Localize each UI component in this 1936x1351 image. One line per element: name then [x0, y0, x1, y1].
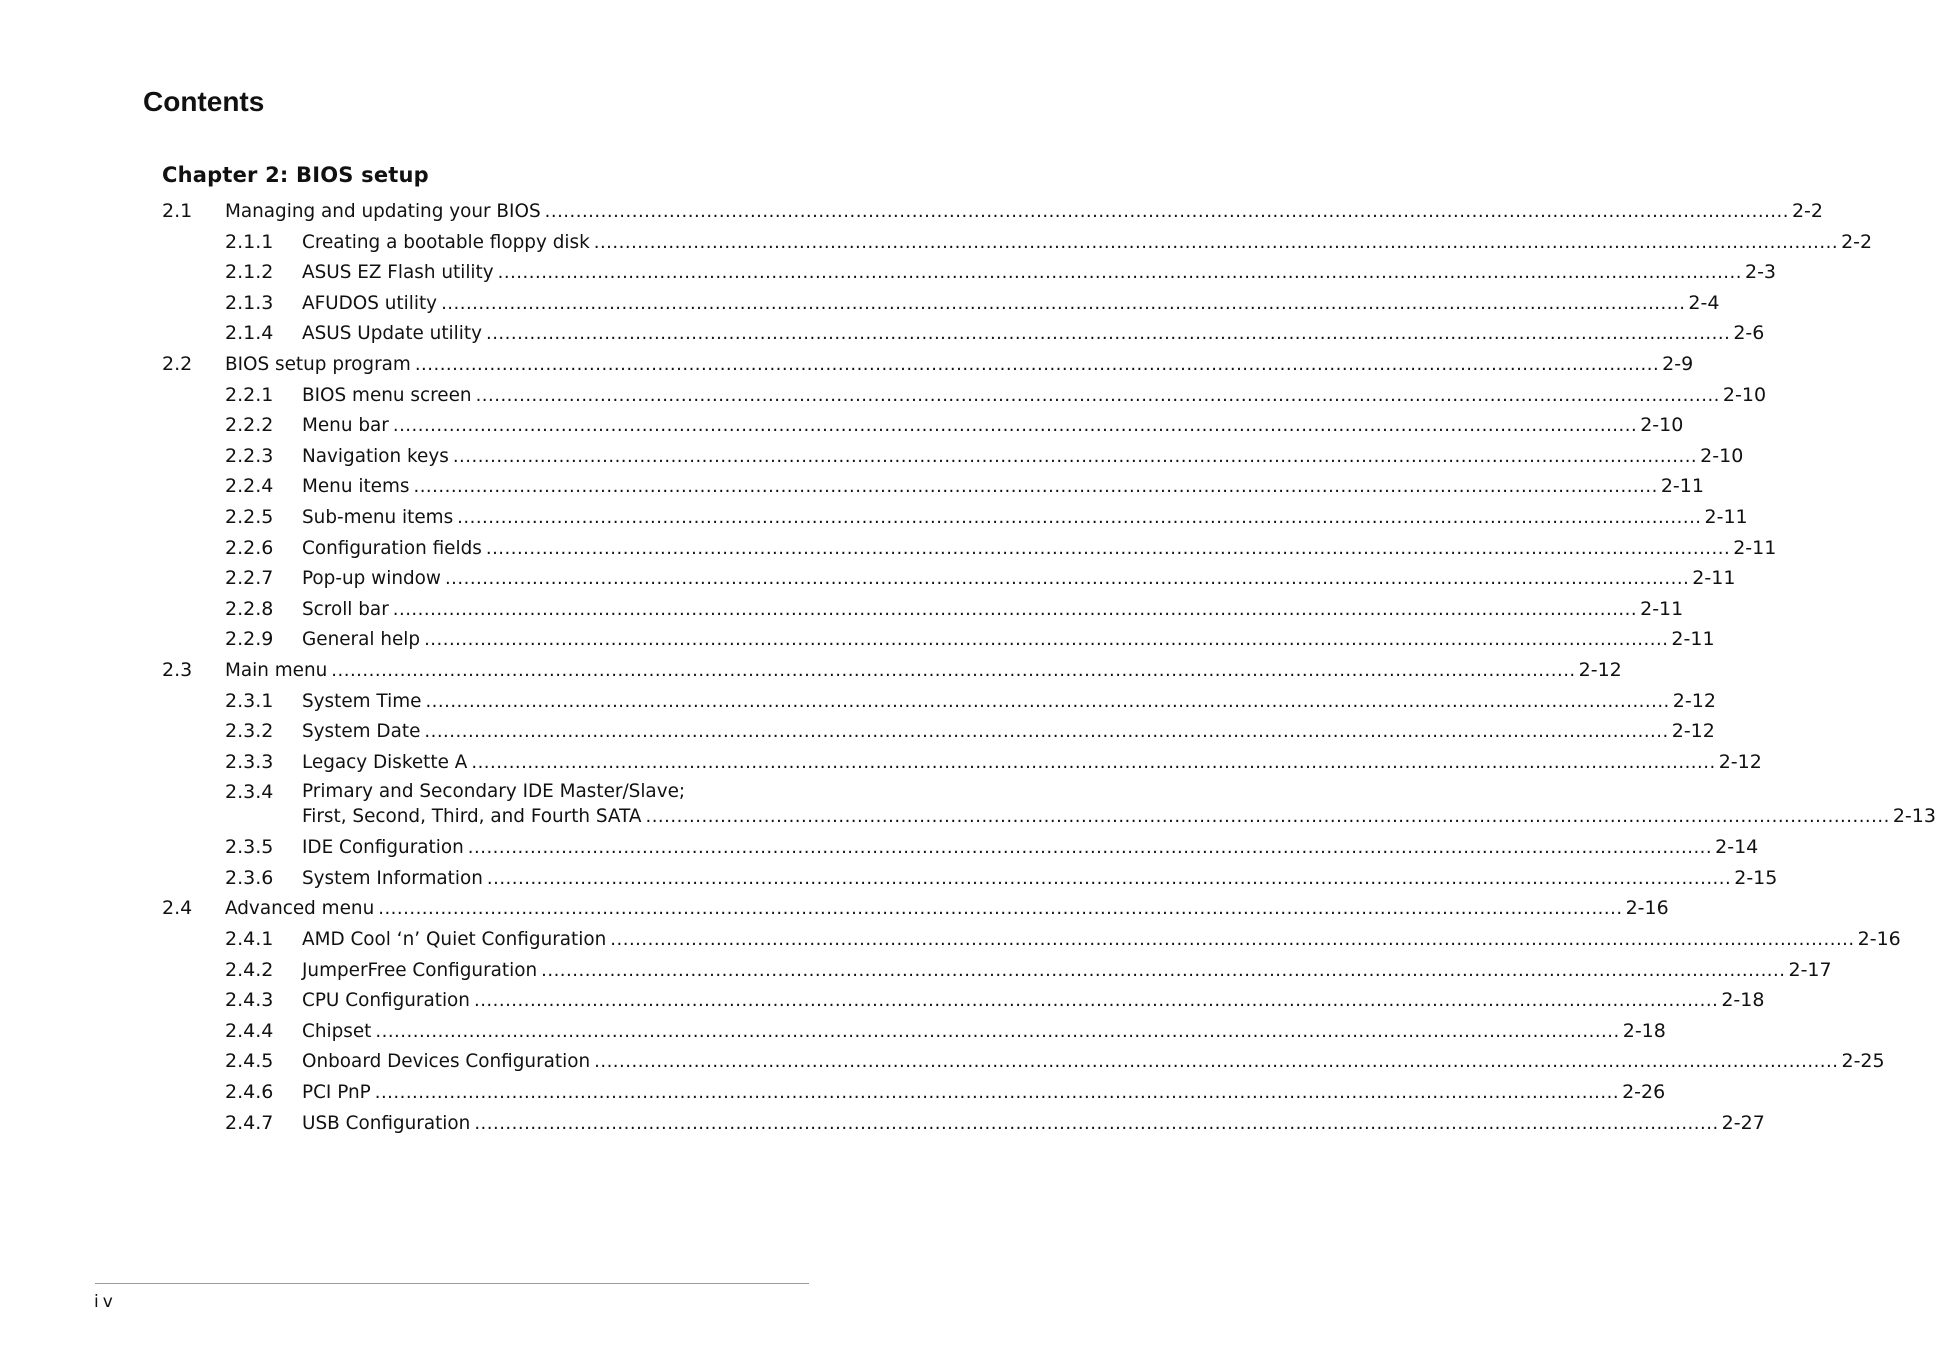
toc-entry-page: 2-13 — [1892, 805, 1936, 828]
toc-entry-label: JumperFree Configuration — [302, 959, 538, 981]
toc-entry-page: 2-10 — [1722, 383, 1767, 406]
toc-entry[interactable] — [162, 832, 1759, 863]
toc-entry[interactable] — [162, 1016, 1666, 1047]
toc-entry-label: System Time — [302, 690, 422, 712]
toc-entry-number: 2.2 — [162, 352, 193, 375]
toc-entry-number: 2.3.6 — [225, 866, 274, 889]
toc-entry[interactable] — [162, 955, 1832, 986]
toc-entry-label: Managing and updating your BIOS — [225, 201, 541, 222]
dot-leader: ........................................................................................................................................................................................................ — [331, 659, 1576, 681]
toc-entry-number: 2.2.8 — [225, 597, 274, 620]
toc-entry-number: 2.4.3 — [225, 989, 274, 1012]
footer-page-number: iv — [94, 1292, 117, 1312]
dot-leader: ........................................................................................................................................................................................................ — [413, 476, 1658, 498]
dot-leader: ........................................................................................................................................................................................................ — [541, 959, 1786, 981]
toc-entry-label: Creating a bootable floppy disk — [302, 231, 590, 253]
toc-entry-page: 2-10 — [1700, 444, 1744, 467]
toc-entry-label: BIOS setup program — [225, 353, 411, 375]
toc-entry-page: 2-6 — [1733, 322, 1765, 345]
toc-entry-page: 2-3 — [1744, 261, 1777, 284]
toc-entry-label: BIOS menu screen — [302, 384, 472, 406]
dot-leader: ........................................................................................................................................................................................................ — [485, 537, 1731, 559]
toc-entry-label: System Date — [302, 721, 421, 743]
toc-entry-page: 2-25 — [1841, 1050, 1885, 1073]
dot-leader: ........................................................................................................................................................................................................ — [374, 1082, 1620, 1104]
toc-entry-number: 2.4.5 — [225, 1050, 274, 1073]
toc-entry-page: 2-12 — [1578, 658, 1622, 681]
toc-entry-number: 2.3.5 — [225, 836, 274, 859]
toc-entry-label: PCI PnP — [302, 1082, 371, 1104]
toc-entry-number: 2.1.2 — [225, 261, 274, 284]
toc-entry-number: 2.3 — [162, 658, 193, 681]
toc-entry-label: AMD Cool ‘n’ Quiet Configuration — [302, 929, 607, 951]
toc-entry-label: Chipset — [302, 1020, 372, 1042]
toc-entry-page: 2-11 — [1640, 597, 1684, 620]
dot-leader: ........................................................................................................................................................................................................ — [544, 201, 1789, 222]
dot-leader: ........................................................................................................................................................................................................ — [471, 751, 1716, 773]
toc-entry-page: 2-2 — [1791, 200, 1824, 222]
toc-entry[interactable] — [162, 441, 1744, 472]
toc-entry-label-line1: Primary and Secondary IDE Master/Slave; — [302, 781, 686, 803]
toc-entry[interactable] — [162, 686, 1716, 717]
toc-entry[interactable] — [162, 227, 1873, 258]
toc-entry-label: CPU Configuration — [302, 990, 470, 1012]
dot-leader: ........................................................................................................................................................................................................ — [610, 929, 1855, 951]
dot-leader: ........................................................................................................................................................................................................ — [467, 837, 1713, 859]
toc-entry-number: 2.2.3 — [225, 444, 274, 467]
toc-entry-label: ASUS Update utility — [302, 323, 482, 345]
toc-entry-page: 2-12 — [1671, 720, 1715, 743]
toc-entry-label: Scroll bar — [302, 598, 389, 620]
toc-entry-number: 2.4.6 — [225, 1081, 274, 1104]
toc-entry-page: 2-14 — [1715, 836, 1759, 859]
toc-entry-page: 2-18 — [1622, 1019, 1666, 1042]
toc-entry-number: 2.4.4 — [225, 1019, 274, 1042]
toc-entry[interactable] — [162, 716, 1715, 747]
dot-leader: ........................................................................................................................................................................................................ — [474, 1112, 1719, 1134]
toc-entry[interactable] — [162, 1108, 1765, 1139]
toc-entry[interactable] — [162, 380, 1767, 411]
toc-entry-label: Menu items — [302, 476, 410, 498]
dot-leader: ........................................................................................................................................................................................................ — [441, 292, 1686, 314]
toc-entry[interactable] — [162, 502, 1748, 533]
toc-entry-number: 2.2.1 — [225, 383, 274, 406]
toc-entry-page: 2-26 — [1622, 1081, 1666, 1104]
dot-leader: ........................................................................................................................................................................................................ — [473, 990, 1719, 1012]
toc-entry-page: 2-12 — [1672, 689, 1716, 712]
dot-leader: ........................................................................................................................................................................................................ — [645, 806, 1890, 828]
toc-entry-page: 2-18 — [1721, 989, 1765, 1012]
toc-entry-number: 2.3.3 — [225, 750, 274, 773]
toc-entry-label: System Information — [302, 867, 483, 889]
toc-entry[interactable] — [162, 257, 1777, 288]
dot-leader: ........................................................................................................................................................................................................ — [444, 568, 1690, 590]
toc-entry-page: 2-9 — [1662, 352, 1694, 375]
dot-leader: ........................................................................................................................................................................................................ — [424, 629, 1669, 651]
dot-leader: ........................................................................................................................................................................................................ — [594, 1051, 1839, 1073]
toc-entry-number: 2.4.1 — [225, 928, 274, 951]
toc-entry-number: 2.2.6 — [225, 536, 274, 559]
toc-entry-label: Navigation keys — [302, 445, 449, 467]
toc-entry-label: Advanced menu — [225, 898, 375, 920]
dot-leader: ........................................................................................................................................................................................................ — [475, 384, 1720, 406]
toc-entry-label: ASUS EZ Flash utility — [302, 262, 494, 284]
toc-entry-number: 2.4.2 — [225, 958, 274, 981]
toc-entry-page: 2-15 — [1734, 866, 1778, 889]
toc-entry-page: 2-11 — [1733, 536, 1777, 559]
toc-entry[interactable] — [162, 985, 1765, 1016]
toc-entry[interactable] — [162, 655, 1622, 686]
toc-entry-number: 2.2.2 — [225, 414, 274, 437]
toc-entry-number: 2.3.4 — [225, 781, 274, 804]
toc-entry-page: 2-12 — [1718, 750, 1762, 773]
toc-entry[interactable] — [162, 563, 1736, 594]
page-title: Contents — [143, 86, 265, 117]
dot-leader: ........................................................................................................................................................................................................ — [486, 867, 1732, 889]
toc-entry[interactable] — [162, 863, 1778, 894]
toc-entry-page: 2-27 — [1721, 1111, 1765, 1134]
toc-entry-label: Onboard Devices Configuration — [302, 1051, 591, 1073]
toc-entry[interactable] — [162, 288, 1720, 319]
toc-entry-number: 2.1.1 — [225, 230, 274, 253]
toc-entry-page: 2-17 — [1788, 958, 1832, 981]
toc-entry[interactable] — [162, 624, 1715, 655]
toc-entry[interactable] — [162, 893, 1669, 924]
toc-entry-number: 2.1.4 — [225, 322, 274, 345]
toc-entry-label: USB Configuration — [302, 1112, 471, 1134]
toc-entry-number: 2.2.9 — [225, 628, 274, 651]
dot-leader: ........................................................................................................................................................................................................ — [497, 262, 1742, 284]
toc-entry-label: Menu bar — [302, 415, 389, 437]
toc-entry-number: 2.1 — [162, 200, 193, 222]
toc-entry[interactable] — [162, 318, 1765, 349]
toc-entry-label: Legacy Diskette A — [302, 751, 468, 773]
toc-entry-label: Configuration fields — [302, 537, 482, 559]
toc-entry-label: General help — [302, 629, 421, 651]
dot-leader: ........................................................................................................................................................................................................ — [425, 690, 1670, 712]
toc-entry[interactable] — [162, 533, 1777, 564]
dot-leader: ........................................................................................................................................................................................................ — [424, 721, 1669, 743]
toc-entry[interactable] — [162, 196, 1824, 227]
toc-entry-number: 2.2.4 — [225, 475, 274, 498]
dot-leader: ........................................................................................................................................................................................................ — [457, 506, 1702, 528]
toc-entry[interactable] — [162, 471, 1704, 502]
toc-entry-label: IDE Configuration — [302, 837, 464, 859]
toc-entry[interactable] — [162, 1046, 1885, 1077]
toc-entry-label: First, Second, Third, and Fourth SATA — [302, 806, 642, 828]
toc-entry-label: AFUDOS utility — [302, 292, 438, 314]
toc-entry-label: Pop-up window — [302, 568, 441, 590]
toc-entry[interactable] — [162, 349, 1694, 380]
dot-leader: ........................................................................................................................................................................................................ — [392, 415, 1638, 437]
toc-entry-number: 2.2.5 — [225, 505, 274, 528]
toc-entry-page: 2-10 — [1640, 414, 1684, 437]
toc-entry-page: 2-2 — [1841, 230, 1873, 253]
toc-entry-page: 2-11 — [1692, 567, 1736, 590]
dot-leader: ........................................................................................................................................................................................................ — [593, 231, 1839, 253]
footer-divider — [95, 1283, 809, 1284]
toc-entry[interactable] — [162, 924, 1901, 955]
toc-entry-page: 2-11 — [1704, 505, 1748, 528]
toc-entry-number: 2.1.3 — [225, 291, 274, 314]
dot-leader: ........................................................................................................................................................................................................ — [414, 353, 1660, 375]
toc-entry[interactable] — [162, 777, 1936, 832]
toc-entry-label: Sub-menu items — [302, 506, 454, 528]
toc-entry-page: 2-16 — [1857, 928, 1901, 951]
toc-entry[interactable] — [162, 1077, 1666, 1108]
dot-leader: ........................................................................................................................................................................................................ — [392, 598, 1638, 620]
dot-leader: ........................................................................................................................................................................................................ — [378, 898, 1623, 920]
toc-entry-label: Main menu — [225, 659, 328, 681]
toc-entry[interactable] — [162, 410, 1684, 441]
toc-entry-number: 2.3.1 — [225, 689, 274, 712]
toc-entry-page: 2-11 — [1671, 628, 1715, 651]
dot-leader: ........................................................................................................................................................................................................ — [485, 323, 1731, 345]
toc-entry-number: 2.4 — [162, 897, 193, 920]
toc-entry-number: 2.3.2 — [225, 720, 274, 743]
dot-leader: ........................................................................................................................................................................................................ — [452, 445, 1698, 467]
dot-leader: ........................................................................................................................................................................................................ — [375, 1020, 1620, 1042]
chapter-heading: Chapter 2: BIOS setup — [162, 163, 429, 187]
toc-entry[interactable] — [162, 747, 1762, 778]
toc-entry-page: 2-16 — [1625, 897, 1669, 920]
toc-entry-page: 2-4 — [1688, 291, 1720, 314]
toc-entry[interactable] — [162, 594, 1684, 625]
table-of-contents — [162, 196, 1936, 1138]
toc-entry-number: 2.2.7 — [225, 567, 274, 590]
toc-entry-page: 2-11 — [1660, 475, 1704, 498]
toc-entry-number: 2.4.7 — [225, 1111, 274, 1134]
